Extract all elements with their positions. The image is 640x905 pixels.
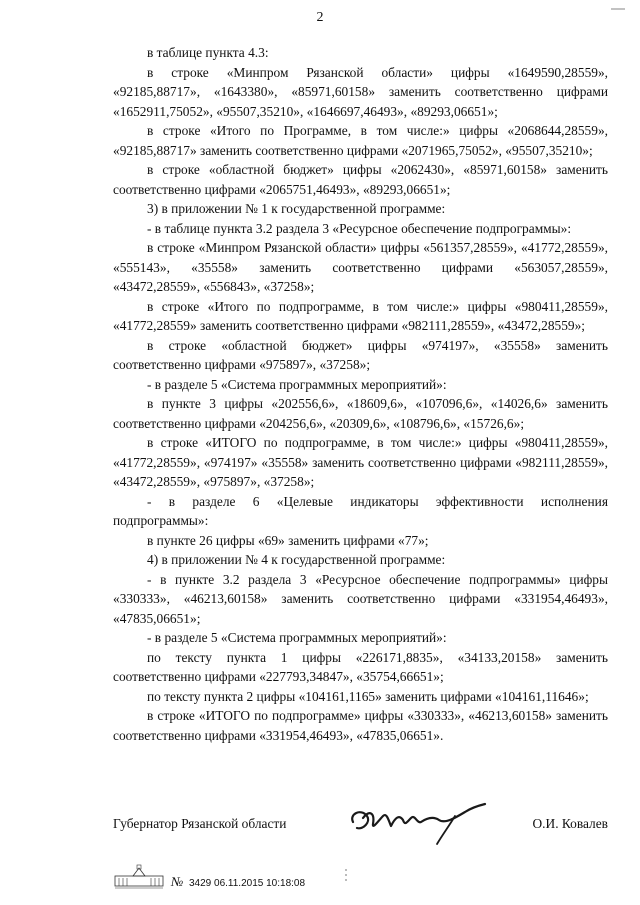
government-building-logo-icon	[113, 862, 165, 890]
document-paragraph: - в пункте 3.2 раздела 3 «Ресурсное обеспечение подпрограммы» цифры «330333», «46213,60158» заменить соответственно цифрами «331954,46493», «47835,06651»;	[113, 571, 608, 626]
document-paragraph: в строке «Итого по Программе, в том числе:» цифры «2068644,28559», «92185,88717» заменить соответственно цифрами «2071965,75052», «95507,35210»;	[113, 123, 608, 158]
corner-scan-mark	[610, 6, 626, 12]
document-paragraph: в строке «Минпром Рязанской области» цифры «1649590,28559», «92185,88717», «1643380», «85971,60158» заменить соответственно цифрами «1652911,75052», «95507,35210», «1646697,46493», «89293,06651»;	[113, 64, 608, 119]
document-paragraph: в строке «Итого по подпрограмме, в том числе:» цифры «980411,28559», «41772,28559» заменить соответственно цифрами «982111,28559», «43472,28559»;	[113, 298, 608, 333]
document-paragraph: в пункте 3 цифры «202556,6», «18609,6», «107096,6», «14026,6» заменить соответственно цифрами «204256,6», «20309,6», «108796,6», «15726,6»;	[113, 396, 608, 431]
document-paragraph: в строке «Минпром Рязанской области» цифры «561357,28559», «41772,28559», «555143», «35558» заменить соответственно цифрами «563057,28559», «43472,28559», «556843», «37258»;	[113, 240, 608, 294]
registration-footer	[113, 862, 453, 892]
document-paragraph: в пункте 26 цифры «69» заменить цифрами «77»;	[147, 532, 429, 548]
document-paragraph: в строке «ИТОГО по подпрограмме» цифры «330333», «46213,60158» заменить соответственно цифрами «331954,46493», «47835,06651».	[113, 708, 608, 743]
document-paragraph: - в разделе 5 «Система программных мероприятий»:	[147, 376, 447, 392]
document-paragraph: - в разделе 6 «Целевые индикаторы эффективности исполнения подпрограммы»:	[113, 493, 608, 528]
signatory-title: Губернатор Рязанской области	[113, 816, 287, 831]
document-paragraph: - в разделе 5 «Система программных мероприятий»:	[147, 630, 447, 645]
scan-artifact-mark	[344, 868, 348, 884]
document-paragraph: по тексту пункта 1 цифры «226171,8835», «34133,20158» заменить соответственно цифрами «227793,34847», «35754,66651»;	[113, 649, 608, 684]
document-paragraph: по тексту пункта 2 цифры «104161,1165» заменить цифрами «104161,11646»;	[147, 688, 589, 704]
document-paragraph: в строке «областной бюджет» цифры «974197», «35558» заменить соответственно цифрами «975897», «37258»;	[113, 337, 608, 372]
registration-number-icon: №	[171, 874, 184, 889]
document-body	[113, 43, 608, 745]
document-paragraph: в строке «ИТОГО по подпрограмме, в том числе:» цифры «980411,28559», «41772,28559», «974197» «35558» заменить соответственно цифрами «982111,28559», «43472,28559», «975897», «37258»;	[113, 435, 608, 489]
registration-info: 3429 06.11.2015 10:18:08	[189, 878, 306, 889]
document-paragraph: в таблице пункта 4.3:	[147, 45, 269, 60]
handwritten-signature	[345, 800, 495, 850]
page-number: 2	[316, 10, 324, 25]
document-paragraph: в строке «областной бюджет» цифры «2062430», «85971,60158» заменить соответственно цифрами «2065751,46493», «89293,06651»;	[113, 162, 608, 197]
document-paragraph: 4) в приложении № 4 к государственной программе:	[147, 552, 446, 567]
signatory-name: О.И. Ковалев	[532, 816, 608, 831]
document-paragraph: 3) в приложении № 1 к государственной программе:	[147, 201, 446, 216]
document-paragraph: - в таблице пункта 3.2 раздела 3 «Ресурсное обеспечение подпрограммы»:	[147, 220, 572, 236]
signature-block	[113, 810, 608, 850]
